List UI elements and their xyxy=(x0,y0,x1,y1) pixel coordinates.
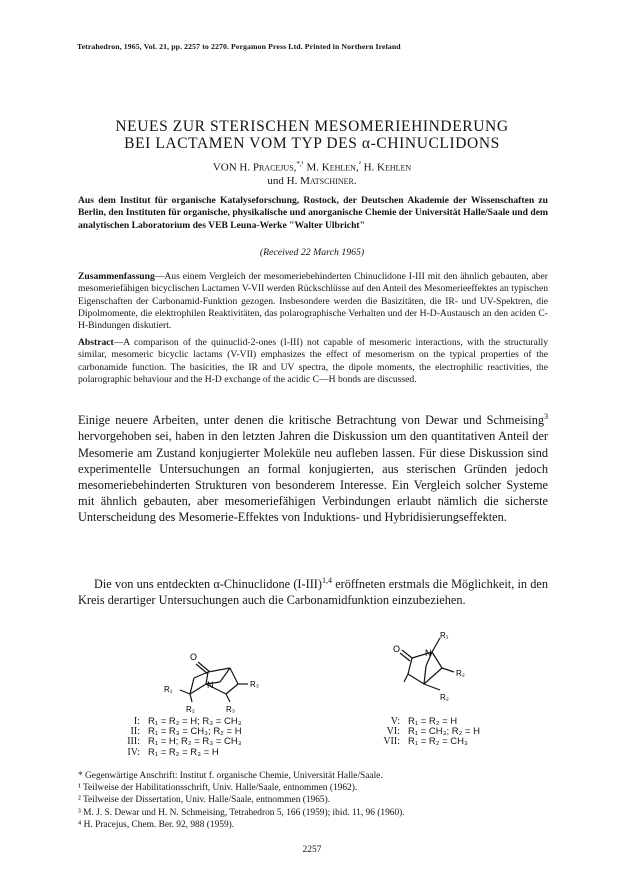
journal-citation: Tetrahedron, 1965, Vol. 21, pp. 2257 to 2270. Pergamon Press Ltd. Printed in Northern Ireland xyxy=(77,42,401,51)
bicyclic-lactam-structure xyxy=(378,626,478,706)
quinuclidone-r3-lower: R₃ xyxy=(226,705,236,714)
compound-number: III: xyxy=(127,736,140,748)
lactam-oxygen: O xyxy=(393,644,401,654)
page-number: 2257 xyxy=(302,845,322,855)
compound-definition: R₁ = CH₃; R₂ = H xyxy=(408,726,480,738)
quinuclidone-r2: R₂ xyxy=(186,705,195,714)
author-h-kehlen: H. Kehlen xyxy=(363,161,412,174)
compound-number: II: xyxy=(130,726,140,738)
body-paragraph-1 xyxy=(78,409,548,526)
compound-row xyxy=(112,748,242,758)
authors-prefix: VON xyxy=(212,161,237,174)
quinuclidone-oxygen: O xyxy=(190,652,198,662)
footnotes xyxy=(78,770,548,831)
quinuclidone-bonds xyxy=(180,662,248,702)
compound-row xyxy=(372,737,480,747)
compound-number: V: xyxy=(390,716,400,727)
compound-number: VI: xyxy=(386,726,400,738)
lactam-r2-lower: R₂ xyxy=(440,693,449,702)
abstract xyxy=(78,337,548,386)
body-p1-part-a: Einige neuere Arbeiten, unter denen die kritische Betrachtung von Dewar und Schmeising xyxy=(78,413,544,428)
compound-definition: R₁ = R₃ = CH₃; R₂ = H xyxy=(148,726,242,738)
footnote: ¹ Teilweise der Habilitationsschrift, Univ. Halle/Saale, entnommen (1962). xyxy=(78,783,358,794)
body-p1-ref: 3 xyxy=(544,412,548,421)
zusammenfassung-label: Zusammenfassung xyxy=(78,271,155,282)
quinuclidone-structure xyxy=(150,640,270,718)
abstract-label: Abstract xyxy=(78,337,114,348)
compound-definition: R₁ = R₂ = H xyxy=(408,716,458,727)
footnote: ⁴ H. Pracejus, Chem. Ber. 92, 988 (1959). xyxy=(78,819,235,830)
compound-list-right xyxy=(372,717,480,748)
lactam-r2-upper: R₂ xyxy=(456,669,465,678)
institution-affiliation: Aus dem Institut für organische Katalyseforschung, Rostock, der Deutschen Akademie der Wissenschaften zu Berlin, den Instituten für organische, physikalische und anorganische Chemie der Universität Halle/Saale und dem analytischen Laboratorium des VEB Leuna-Werke "Walter Ulbricht" xyxy=(78,195,548,231)
zusammenfassung-text: —Aus einem Vergleich der mesomeriebehinderten Chinuclidone I-III mit den ähnlich gebauten, aber mesomeriefähigen bicyclischen Lactamen V-VII werden Rückschlüsse auf den Anteil des Mesomerieeffektes an typischen Eigenschaften der Carbonamid-Funktion gezogen. Insbesondere werden die Basizitäten, die IR- und UV-Spektren, die Dipolmomente, die elektrophilen Reaktivitäten, das polarographische Verhalten und der H-D-Austausch an den aciden C-H-Bindungen diskutiert. xyxy=(78,271,548,332)
body-p2-part-a: Die von uns entdeckten α-Chinuclidone (I-III) xyxy=(94,577,322,592)
compound-definition: R₁ = H; R₂ = R₃ = CH₃ xyxy=(148,736,242,748)
paper-title-line-2: BEI LACTAMEN VOM TYP DES α-CHINUCLIDONS xyxy=(124,135,500,152)
body-p2-ref: 1,4 xyxy=(322,576,332,585)
body-p1-part-b: hervorgehoben sei, haben in den letzten Jahren die Diskussion um den quantitativen Anteil der Mesomerie am Zustand konjugierter Moleküle neu aufleben lassen. Für diese Diskussion sind experimentelle Untersuchungen an formal konjugierten, aus sterischen Gründen jedoch mesomeriebehinderten Strukturen von besonderem Interesse. Ein Vergleich solcher Systeme mit ähnlich gebauten, aber mesomeriefähigen Verbindungen erlaubt nämlich die sicherste Unterscheidung des Mesomerie-Effektes von Induktions- und Hybridisierungseffekten. xyxy=(78,429,548,525)
received-date: (Received 22 March 1965) xyxy=(259,247,365,258)
lactam-nitrogen: N xyxy=(425,648,432,658)
author-line xyxy=(0,160,624,174)
author-pracejus: H. Pracejus, xyxy=(239,161,297,174)
quinuclidone-nitrogen: N xyxy=(207,680,214,690)
author-m-kehlen: M. Kehlen, xyxy=(306,161,359,174)
author-m-kehlen-sup: ² xyxy=(358,160,361,168)
quinuclidone-r3: R₃ xyxy=(250,680,260,689)
compound-definition: R₁ = R₂ = R₃ = H xyxy=(148,746,219,758)
compound-list-left xyxy=(112,717,242,758)
abstract-text: —A comparison of the quinuclid-2-ones (I-III) not capable of mesomeric interactions, with the structurally similar, mesomeric bicyclic lactams (V-VII) emphasizes the effect of mesomerism on the typical properties of the carbonamide function. The basicities, the IR and UV spectra, the dipole moments, the electrophilic reactivities, the polarographic behaviour and the H-D exchange of the acidic C—H bonds are discussed. xyxy=(78,337,548,385)
zusammenfassung xyxy=(78,271,548,332)
author-matschiner: H. Matschiner. xyxy=(286,175,357,187)
author-line-2 xyxy=(0,175,624,187)
author-pracejus-sup: *,¹ xyxy=(296,160,304,168)
authors-conjunction: und xyxy=(267,175,284,187)
footnote: ² Teilweise der Dissertation, Univ. Halle/Saale, entnommen (1965). xyxy=(78,795,331,806)
bicyclic-lactam-bonds xyxy=(400,638,454,690)
body-paragraph-2 xyxy=(78,573,548,609)
body-p2-part-b: eröffneten erstmals die Möglichkeit, in den Kreis derartiger Untersuchungen auch die Carbonamidfunktion einzubeziehen. xyxy=(78,577,548,608)
compound-definition: R₁ = R₂ = H; R₃ = CH₃ xyxy=(148,716,242,727)
quinuclidone-r1: R₁ xyxy=(164,685,173,694)
compound-number: I: xyxy=(133,716,140,727)
compound-number: VII: xyxy=(383,736,400,748)
lactam-r1: R₁ xyxy=(440,631,449,640)
compound-definition: R₁ = R₂ = CH₃ xyxy=(408,736,468,748)
footnote: ³ M. J. S. Dewar und H. N. Schmeising, Tetrahedron 5, 166 (1959); ibid. 11, 96 (1960). xyxy=(78,807,405,818)
compound-number: IV: xyxy=(127,746,140,758)
paper-title-line-1: NEUES ZUR STERISCHEN MESOMERIEHINDERUNG xyxy=(115,118,509,135)
footnote: * Gegenwärtige Anschrift: Institut f. organische Chemie, Universität Halle/Saale. xyxy=(78,771,383,781)
